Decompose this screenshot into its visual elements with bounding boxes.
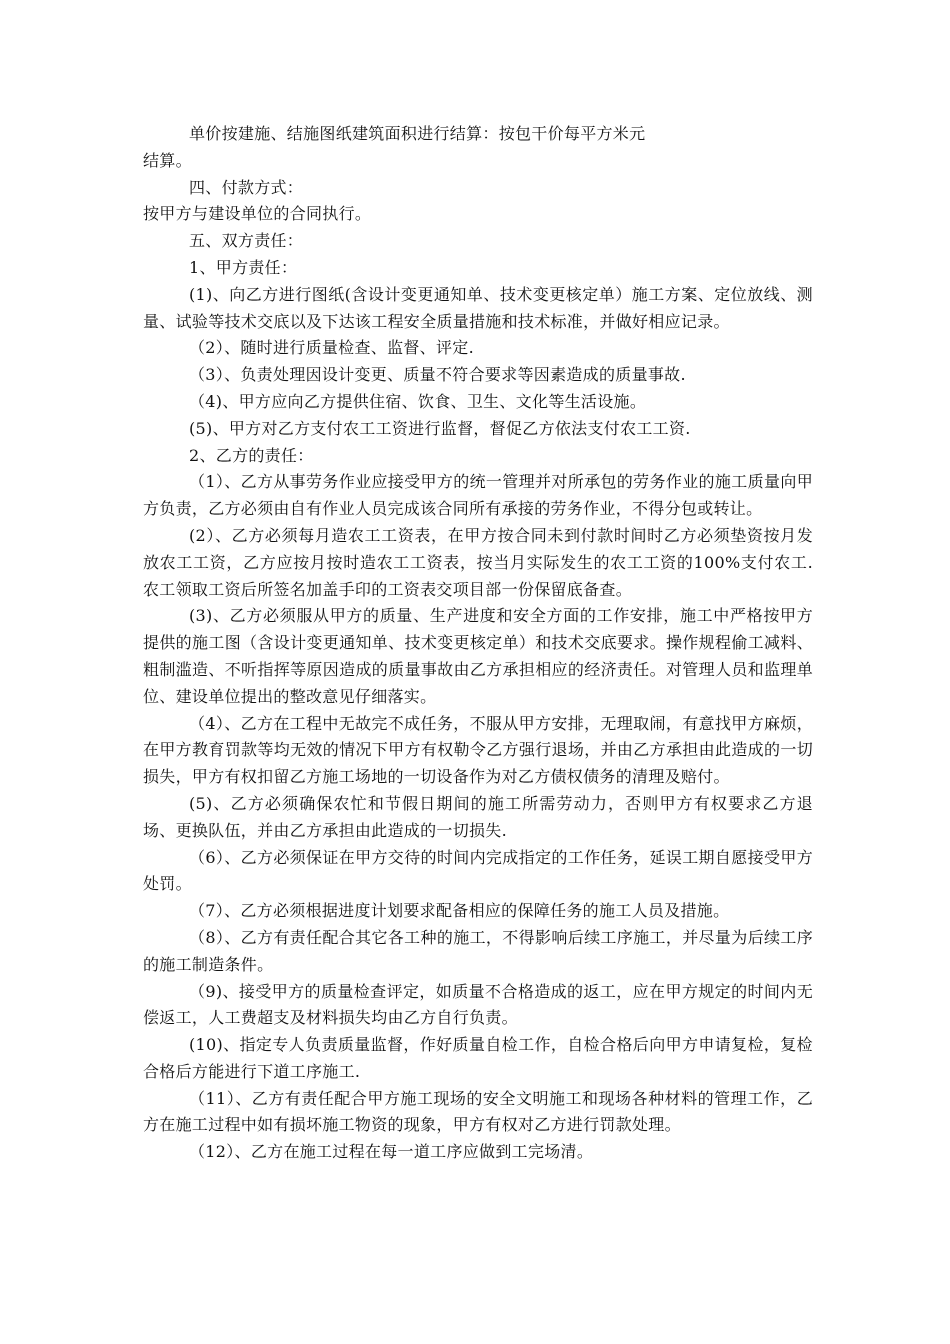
party-b-item-5: (5)、乙方必须确保农忙和节假日期间的施工所需劳动力，否则甲方有权要求乙方退场、更换队伍，并由乙方承担由此造成的一切损失. xyxy=(143,793,813,840)
party-a-item-4: （4)、甲方应向乙方提供住宿、饮食、卫生、文化等生活设施。 xyxy=(189,391,647,411)
document-body xyxy=(143,121,813,1166)
heading-responsibilities: 五、双方责任： xyxy=(189,231,304,251)
party-a-item-1: (1)、向乙方进行图纸(含设计变更通知单、技术变更核定单）施工方案、定位放线、测量、试验等技术交底以及下达该工程安全质量措施和技术标准，并做好相应记录。 xyxy=(143,284,813,331)
party-b-item-4: （4）、乙方在工程中无故完不成任务，不服从甲方安排，无理取闹，有意找甲方麻烦，在甲方教育罚款等均无效的情况下甲方有权勒令乙方强行退场，并由乙方承担由此造成的一切损失，甲方有权扣留乙方施工场地的一切设备作为对乙方债权债务的清理及赔付。 xyxy=(143,713,813,787)
heading-payment-method: 四、付款方式： xyxy=(189,177,304,197)
heading-party-b-responsibilities: 2、乙方的责任： xyxy=(189,445,314,465)
party-a-item-5: (5)、甲方对乙方支付农工工资进行监督，督促乙方依法支付农工工资. xyxy=(189,418,691,438)
party-b-item-6: （6）、乙方必须保证在甲方交待的时间内完成指定的工作任务，延误工期自愿接受甲方处罚。 xyxy=(143,847,813,894)
party-b-item-12: （12）、乙方在施工过程在每一道工序应做到工完场清。 xyxy=(189,1142,594,1162)
party-b-item-2: (2）、乙方必须每月造农工工资表，在甲方按合同未到付款时间时乙方必须垫资按月发放农工工资，乙方应按月按时造农工工资表，按当月实际发生的农工工资的100%支付农工.农工领取工资后所签名加盖手印的工资表交项目部一份保留底备查。 xyxy=(143,525,813,599)
party-b-item-9: （9)、接受甲方的质量检查评定，如质量不合格造成的返工，应在甲方规定的时间内无偿返工，人工费超支及材料损失均由乙方自行负责。 xyxy=(143,981,813,1028)
party-a-item-3: （3）、负责处理因设计变更、质量不符合要求等因素造成的质量事故. xyxy=(189,365,686,385)
paragraph-settlement: 结算。 xyxy=(143,150,192,170)
paragraph-settlement-price: 单价按建施、结施图纸建筑面积进行结算：按包干价每平方米元 xyxy=(189,124,646,143)
party-b-item-3: (3)、乙方必须服从甲方的质量、生产进度和安全方面的工作安排，施工中严格按甲方提供的施工图（含设计变更通知单、技术变更核定单）和技术交底要求。操作规程偷工减料、粗制滥造、不听指挥等原因造成的质量事故由乙方承担相应的经济责任。对管理人员和监理单位、建设单位提出的整改意见仔细落实。 xyxy=(143,606,813,706)
party-b-item-1: （1）、乙方从事劳务作业应接受甲方的统一管理并对所承包的劳务作业的施工质量向甲方负责，乙方必须由自有作业人员完成该合同所有承接的劳务作业，不得分包或转让。 xyxy=(143,472,813,519)
paragraph-payment-contract: 按甲方与建设单位的合同执行。 xyxy=(143,204,372,224)
party-a-item-2: （2）、随时进行质量检查、监督、评定. xyxy=(189,338,474,358)
heading-party-a-responsibilities: 1、甲方责任： xyxy=(189,257,298,277)
party-b-item-7: （7）、乙方必须根据进度计划要求配备相应的保障任务的施工人员及措施。 xyxy=(189,901,730,921)
party-b-item-8: （8）、乙方有责任配合其它各工种的施工，不得影响后续工序施工，并尽量为后续工序的施工制造条件。 xyxy=(143,927,813,974)
party-b-item-11: （11）、乙方有责任配合甲方施工现场的安全文明施工和现场各种材料的管理工作，乙方在施工过程中如有损坏施工物资的现象，甲方有权对乙方进行罚款处理。 xyxy=(143,1088,813,1135)
party-b-item-10: (10)、指定专人负责质量监督，作好质量自检工作，自检合格后向甲方申请复检，复检合格后方能进行下道工序施工. xyxy=(143,1035,813,1081)
